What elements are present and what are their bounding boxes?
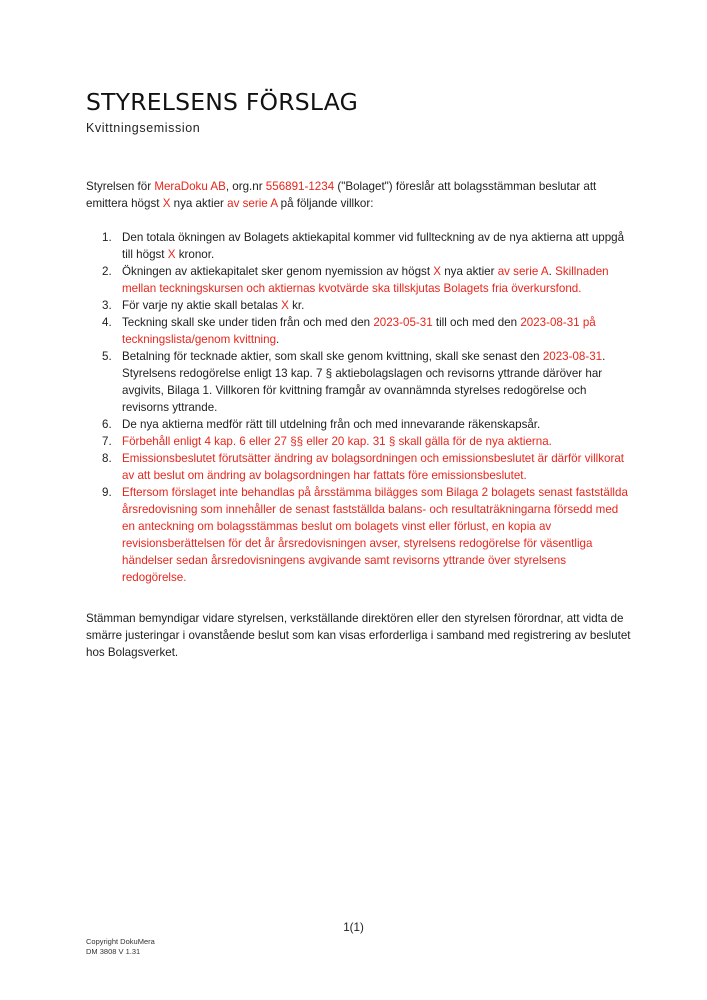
subscription-start-date: 2023-05-31 — [373, 316, 433, 329]
page-number: 1(1) — [343, 921, 364, 934]
footer — [86, 937, 155, 957]
payment-date: 2023-08-31 — [542, 350, 603, 363]
intro-text: på följande villkor: — [277, 197, 374, 210]
intro-paragraph — [86, 178, 631, 212]
intro-text: ("Bolaget") föreslår att bolagsstämman beslutar att emittera högst — [86, 180, 597, 210]
document-title: STYRELSENS FÖRSLAG — [86, 88, 358, 116]
footer-version: DM 3808 V 1.31 — [86, 947, 141, 956]
share-series: av serie A — [497, 265, 549, 278]
list-item — [86, 484, 631, 586]
item-text: . — [276, 333, 280, 346]
item-text: Teckning skall ske under tiden från och med den — [122, 316, 374, 329]
document-subtitle: Kvittningsemission — [86, 121, 201, 135]
intro-text: , org.nr — [225, 180, 266, 193]
closing-paragraph: Stämman bemyndigar vidare styrelsen, verkställande direktören eller den styrelsen förordnar, att vidta de smärre justeringar i ovanstående beslut som kan visas erforderliga i samband med registrering av beslutet hos Bolagsverket. — [86, 612, 631, 659]
intro-text: nya aktier — [170, 197, 228, 210]
capital-amount: X — [167, 248, 176, 261]
share-count: X — [162, 197, 171, 210]
share-count: X — [433, 265, 441, 278]
item-text: Eftersom förslaget inte behandlas på årsstämma bilägges som Bilaga 2 bolagets senast fastställda årsredovisning som innehåller de senast fastställda balans- och resultaträkningarna försedd med en anteckning om bolagsstämmas beslut om bolagets vinst eller förlust, en kopia av revisionsberättelsen för det år årsredovisningen avser, styrelsens redogörelse för väsentliga händelser sedan årsredovisningens avgivande samt revisorns yttrande över styrelsens redogörelse. — [122, 486, 628, 584]
item-number: 6. — [102, 418, 112, 431]
item-text: kr. — [288, 299, 305, 312]
conditions-list — [86, 229, 631, 586]
item-number: 4. — [102, 316, 112, 329]
subscription-end-date: 2023-08-31 — [520, 316, 580, 329]
item-text: . — [548, 265, 552, 278]
company-name: MeraDoku AB — [154, 180, 226, 193]
list-item — [86, 263, 631, 297]
item-text: Ökningen av aktiekapitalet sker genom nyemission av högst — [122, 265, 434, 278]
list-item — [86, 297, 631, 314]
item-number: 7. — [102, 435, 112, 448]
list-item — [86, 416, 631, 433]
item-text: . Styrelsens redogörelse enligt 13 kap. 7 § aktiebolagslagen och revisorns yttrande däröver har avgivits, Bilaga 1. Villkoren för kvittning framgår av ovannämnda styrelses redogörelse och revisorns yttrande. — [122, 350, 606, 414]
item-number: 2. — [102, 265, 112, 278]
share-price: X — [281, 299, 289, 312]
list-item — [86, 314, 631, 348]
item-number: 8. — [102, 452, 112, 465]
list-item — [86, 229, 631, 263]
item-text: För varje ny aktie skall betalas — [122, 299, 282, 312]
item-number: 5. — [102, 350, 112, 363]
intro-text: Styrelsen för — [86, 180, 155, 193]
list-item — [86, 433, 631, 450]
item-text: Betalning för tecknade aktier, som skall ske genom kvittning, skall ske senast den — [122, 350, 543, 363]
subscription-method: på teckningslista/genom kvittning — [122, 316, 596, 346]
list-item — [86, 450, 631, 484]
item-number: 1. — [102, 231, 112, 244]
item-text: Den totala ökningen av Bolagets aktiekapital kommer vid fullteckning av de nya aktierna att uppgå till högst — [122, 231, 625, 261]
item-text: Emissionsbeslutet förutsätter ändring av bolagsordningen och emissionsbeslutet är därför villkorat av att beslut om ändring av bolagsordningen har fattats före emissionsbeslutet. — [122, 452, 625, 482]
premium-note: Skillnaden mellan teckningskursen och aktiernas kvotvärde ska tillskjutas Bolagets fria överkursfond. — [122, 265, 609, 295]
item-number: 9. — [102, 486, 112, 499]
item-number: 3. — [102, 299, 112, 312]
item-text: De nya aktierna medför rätt till utdelning från och med innevarande räkenskapsår. — [122, 418, 541, 431]
item-text: Förbehåll enligt 4 kap. 6 eller 27 §§ eller 20 kap. 31 § skall gälla för de nya aktierna. — [122, 435, 552, 448]
item-text: kronor. — [175, 248, 215, 261]
item-text: nya aktier — [441, 265, 498, 278]
org-number: 556891-1234 — [265, 180, 335, 193]
footer-copyright: Copyright DokuMera — [86, 937, 155, 946]
share-series: av serie A — [227, 197, 278, 210]
list-item — [86, 348, 631, 416]
item-text: till och med den — [432, 316, 521, 329]
